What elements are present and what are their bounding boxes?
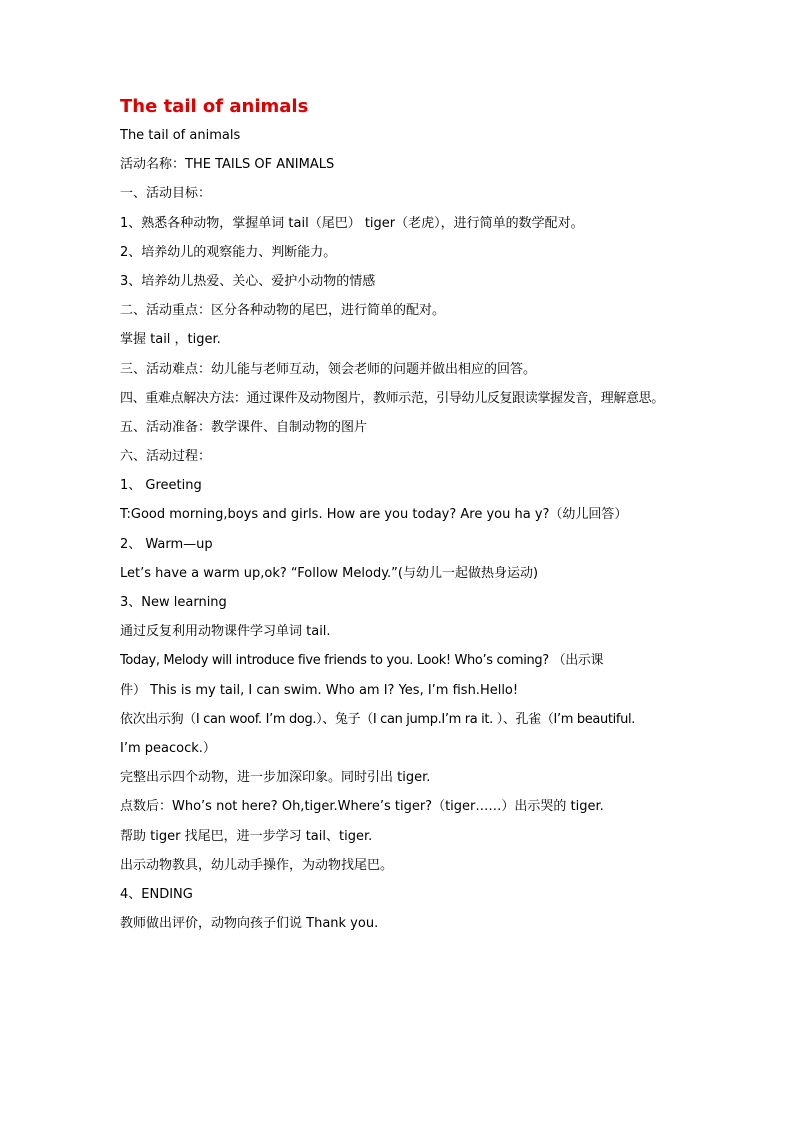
step-3-line-7: 点数后：Who’s not here? Oh,tiger.Where’s tiger?（tiger……）出示哭的 tiger. [120,799,604,815]
step-1-heading: 1、 Greeting [120,478,202,494]
step-3-line-2: Today, Melody will introduce five friends to you. Look! Who’s coming? （出示课 [120,653,604,669]
step-4-line-1: 教师做出评价，动物向孩子们说 Thank you. [120,916,379,932]
step-1-dialogue: T:Good morning,boys and girls. How are you today? Are you ha y?（幼儿回答） [120,507,628,523]
section-heading-difficulties: 三、活动难点：幼儿能与老师互动，领会老师的问题并做出相应的回答。 [120,361,537,377]
step-3-line-8: 帮助 tiger 找尾巴，进一步学习 tail、tiger. [120,828,373,844]
section-heading-key-points: 二、活动重点：区分各种动物的尾巴，进行简单的配对。 [120,303,446,319]
step-2-heading: 2、 Warm—up [120,536,213,552]
step-3-line-9: 出示动物教具，幼儿动手操作，为动物找尾巴。 [120,857,394,873]
goal-item-1: 1、熟悉各种动物，掌握单词 tail（尾巴） tiger（老虎），进行简单的数学配对。 [120,215,584,231]
step-2-dialogue: Let’s have a warm up,ok? “Follow Melody.”(与幼儿一起做热身运动) [120,565,539,581]
section-heading-goals: 一、活动目标： [120,186,212,202]
section-heading-process: 六、活动过程： [120,449,212,465]
step-3-line-1: 通过反复利用动物课件学习单词 tail. [120,624,331,640]
step-3-line-4: 依次出示狗（I can woof. I’m dog.）、兔子（I can jump.I’m ra it. ）、孔雀（I’m beautiful. [120,711,636,727]
step-4-heading: 4、ENDING [120,886,193,902]
step-3-heading: 3、New learning [120,595,227,610]
step-3-line-3: 件） This is my tail, I can swim. Who am I? Yes, I’m fish.Hello! [120,682,519,698]
document-body [120,94,680,938]
goal-item-2: 2、培养幼儿的观察能力、判断能力。 [120,244,337,260]
section-heading-solutions: 四、重难点解决方法：通过课件及动物图片，教师示范，引导幼儿反复跟读掌握发音，理解意思。 [120,390,664,406]
activity-name-line: 活动名称：THE TAILS OF ANIMALS [120,157,335,173]
key-points-detail: 掌握 tail ，tiger. [120,332,221,348]
goal-item-3: 3、培养幼儿热爱、关心、爱护小动物的情感 [120,273,376,289]
section-heading-preparation: 五、活动准备：教学课件、自制动物的图片 [120,419,368,435]
subtitle-line: The tail of animals [120,128,241,143]
document-title: The tail of animals [120,96,309,117]
step-3-line-6: 完整出示四个动物，进一步加深印象。同时引出 tiger. [120,770,431,786]
step-3-line-5: I’m peacock.） [120,740,216,756]
